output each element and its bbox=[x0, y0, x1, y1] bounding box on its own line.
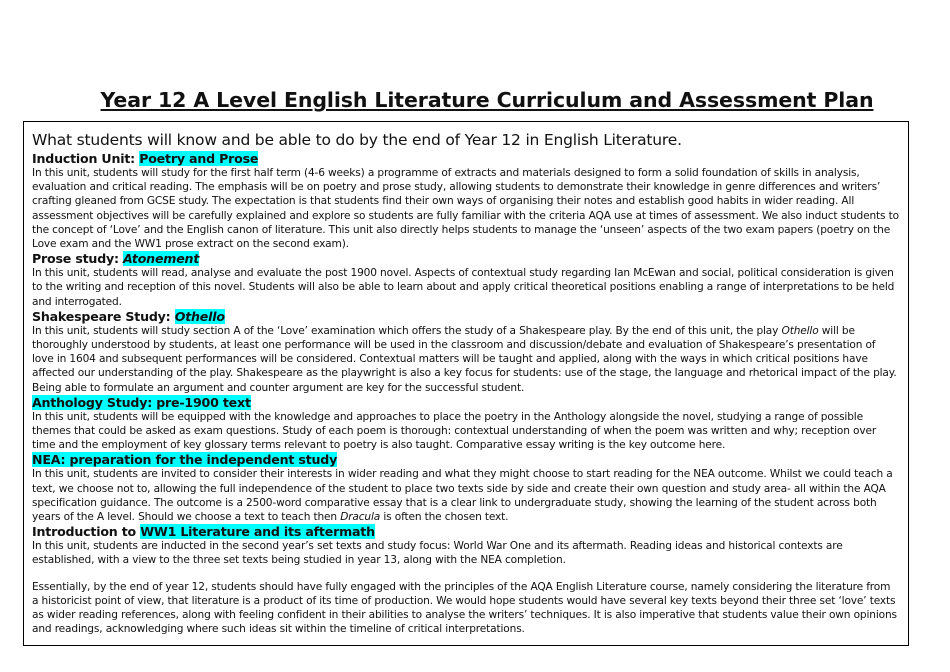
heading-highlight: WW1 Literature and its aftermath bbox=[140, 524, 375, 540]
body-italic-title: Dracula bbox=[340, 511, 381, 524]
section-body-induction: In this unit, students will study for the first half term (4-6 weeks) a programme of extracts and materials designed to form a solid foundation of skills in analysis, evaluation and critical reading. The emphasis will be on poetry and prose study, allowing students to demonstrate their knowledge in genre differences and writers’ crafting gleaned from GCSE study. The expectation is that students find their own ways of organising their notes and establish good habits in wider reading. All assessment objectives will be carefully explained and explore so students are fully familiar with the criteria AQA use at times of assessment. We also induct students to the concept of ‘Love’ and the English canon of literature. This unit also directly helps students to manage the ‘unseen’ aspects of the two exam papers (poetry on the Love exam and the WW1 prose extract on the second exam). bbox=[32, 167, 899, 251]
body-italic-title: Othello bbox=[781, 324, 819, 337]
body-part-b: will be thoroughly understood by students, at least one performance will be used in the classroom and discussion/debate and evaluation of Shakespeare’s presentation of love in 1604 and subsequent performances will be considered. Contextual matters will be taught and applied, along with the ways in which critical positions have affected our understanding of the play. Shakespeare as the playwright is also a key focus for students: use of the stage, the language and rhetorical impact of the play. Being able to formulate an argument and counter argument are key for the successful student. bbox=[32, 324, 897, 394]
conclusion-text: Essentially, by the end of year 12, students should have fully engaged with the principles of the AQA English Literature course, namely considering the literature from a historicist point of view, that literature is a product of its time of production. We would hope students would have several key texts beyond their three set ‘love’ texts as wider reading references, along with feeling confident in their abilities to analyse the writers’ techniques. It is also imperative that students value their own opinions and readings, acknowledging where such ideas sit within the timeline of critical interpretations. bbox=[32, 580, 897, 636]
title-text: Year 12 A Level English Literature Curriculum and Assessment Plan bbox=[100, 88, 874, 112]
section-heading-prose bbox=[32, 251, 899, 266]
heading-prefix: Introduction to bbox=[32, 524, 141, 540]
heading-prefix: Shakespeare Study: bbox=[32, 308, 175, 324]
heading-prefix: Prose study: bbox=[32, 251, 124, 267]
heading-prefix: Induction Unit: bbox=[32, 151, 140, 166]
section-body-prose: In this unit, students will read, analyse and evaluate the post 1900 novel. Aspects of contextual study regarding Ian McEwan and social, political consideration is given to the writing and reception of this novel. Students will also be able to learn about and apply critical theoretical positions enabling a range of interpretations to be held and interrogated. bbox=[32, 267, 895, 308]
body-part-a: In this unit, students will study section A of the ‘Love’ examination which offers the study of a Shakespeare play. By the end of this unit, the play bbox=[32, 324, 782, 337]
body-part-a: In this unit, students are invited to consider their interests in wider reading and what they might choose to start reading for the NEA outcome. Whilst we could teach a text, we choose not to, allowing the full independence of the student to place two texts side by side and create their own question and study area- all within the AQA specification guidance. The outcome is a 2500-word comparative essay that is a clear link to undergraduate study, showing the learning of the student across both years of the A level. Should we choose a text to teach then bbox=[32, 468, 893, 524]
heading-highlight: Othello bbox=[174, 308, 225, 324]
heading-highlight: Poetry and Prose bbox=[139, 151, 259, 166]
section-heading-induction bbox=[32, 151, 899, 166]
body-part-b: is often the chosen text. bbox=[380, 511, 509, 524]
heading-highlight: NEA: preparation for the independent study bbox=[32, 452, 338, 468]
content-box bbox=[23, 121, 909, 646]
section-body-ww1: In this unit, students are inducted in the second year’s set texts and study focus: World War One and its aftermath. Reading ideas and historical contexts are established, with a view to the three set texts being studied in year 13, along with the NEA completion. bbox=[32, 540, 843, 567]
section-heading-nea bbox=[32, 452, 899, 467]
section-heading-shakespeare bbox=[32, 309, 899, 324]
section-heading-anthology bbox=[32, 395, 899, 410]
section-heading-ww1 bbox=[32, 524, 899, 539]
intro-text: What students will know and be able to do by the end of Year 12 in English Literature. bbox=[32, 131, 682, 149]
heading-highlight: Atonement bbox=[123, 251, 200, 267]
page-title bbox=[0, 88, 950, 112]
heading-highlight: Anthology Study: pre-1900 text bbox=[32, 394, 251, 410]
section-body-anthology: In this unit, students will be equipped with the knowledge and approaches to place the poetry in the Anthology alongside the novel, studying a range of possible themes that could be asked as exam questions. Study of each poem is thorough: contextual understanding of when the poem was written and why; reception over time and the employment of key glossary terms relevant to poetry is also taught. Comparative essay writing is the key outcome here. bbox=[32, 410, 877, 452]
section-body-nea bbox=[32, 467, 899, 524]
section-body-shakespeare bbox=[32, 324, 899, 395]
